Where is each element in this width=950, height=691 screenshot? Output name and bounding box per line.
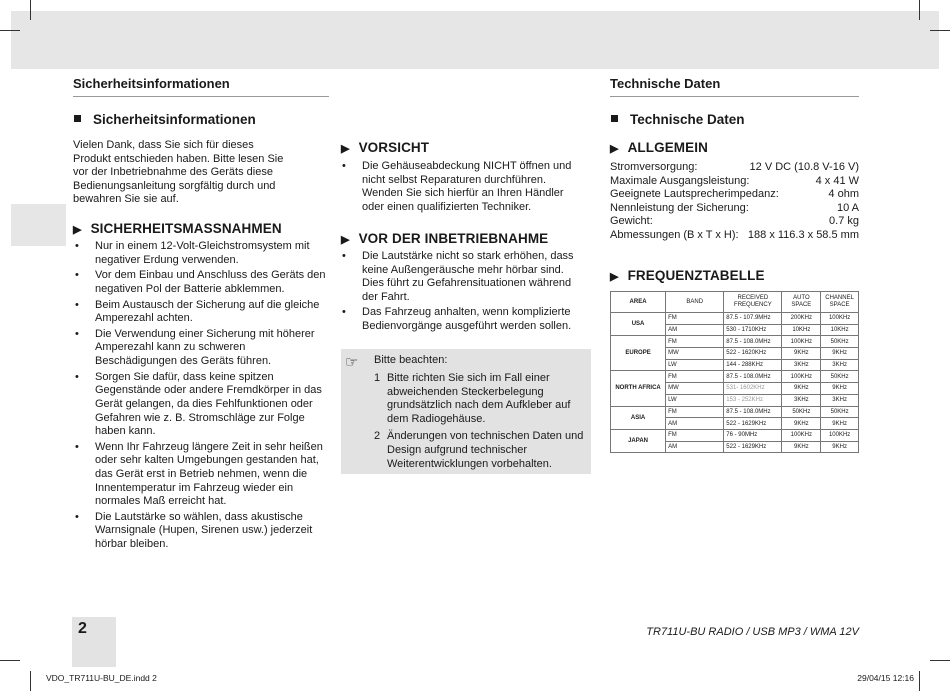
auto-space-cell: 100KHz — [782, 429, 821, 441]
spec-label: Gewicht: — [610, 215, 653, 227]
band-cell: AM — [666, 418, 724, 430]
list-item: • Die Verwendung einer Sicherung mit höherer Amperezahl kann zu schweren Beschädigungen des Geräts führen. — [74, 328, 326, 369]
band-cell: FM — [666, 429, 724, 441]
text-line: Bedienungsanleitung sorgfältig durch und — [73, 179, 276, 192]
section-title-tech — [611, 112, 745, 127]
frequency-cell: 153 - 252KHz — [724, 394, 782, 406]
heading-text: VOR DER INBETRIEBNAHME — [358, 231, 549, 246]
frequency-cell: 522 - 1620KHz — [724, 348, 782, 360]
table-row — [611, 313, 859, 325]
spec-row — [610, 161, 859, 175]
area-cell: JAPAN — [611, 429, 666, 452]
table-row — [611, 429, 859, 441]
frequency-cell: 87.5 - 107.9MHz — [724, 313, 782, 325]
frequency-cell: 87.5 - 108.0MHz — [724, 371, 782, 383]
heading-caution — [341, 140, 429, 155]
note-title: Bitte beachten: — [374, 354, 448, 366]
frequency-cell: 76 - 90MHz — [724, 429, 782, 441]
channel-space-cell: 9KHz — [821, 348, 859, 360]
auto-space-cell: 9KHz — [782, 348, 821, 360]
area-cell: EUROPE — [611, 336, 666, 371]
channel-space-cell: 3KHz — [821, 394, 859, 406]
column-header: AUTO SPACE — [782, 292, 821, 313]
print-slug-file: VDO_TR711U-BU_DE.indd 2 — [46, 673, 157, 683]
list-item: • Die Gehäuseabdeckung NICHT öffnen und nicht selbst Reparaturen durchführen. Wenden Sie sich hierfür an Ihren Händler oder einen qualifizierten Techniker. — [341, 160, 583, 214]
heading-text: VORSICHT — [358, 140, 430, 155]
note-text: Bitte richten Sie sich im Fall einer abweichenden Steckerbelegung grundsätzlich nach dem Aufkleber auf dem Radiogehäuse. — [387, 372, 571, 425]
safety-measures-list — [74, 240, 326, 554]
channel-space-cell: 10KHz — [821, 324, 859, 336]
channel-space-cell: 50KHz — [821, 406, 859, 418]
frequency-cell: 144 - 288KHz — [724, 359, 782, 371]
frequency-cell: 530 - 1710KHz — [724, 324, 782, 336]
band-cell: FM — [666, 371, 724, 383]
spec-label: Nennleistung der Sicherung: — [610, 201, 749, 214]
auto-space-cell: 9KHz — [782, 441, 821, 453]
list-item: • Die Lautstärke nicht so stark erhöhen, dass keine Außengeräusche mehr hörbar sind. Dies führt zu Gefahrensituationen während der Fahrt. — [341, 250, 583, 304]
channel-space-cell: 100KHz — [821, 313, 859, 325]
spec-row — [610, 202, 859, 216]
heading-before-operation — [341, 231, 548, 246]
auto-space-cell: 200KHz — [782, 313, 821, 325]
frequency-cell: 87.5 - 108.0MHz — [724, 336, 782, 348]
band-cell: AM — [666, 441, 724, 453]
band-cell: LW — [666, 394, 724, 406]
page-number: 2 — [78, 620, 87, 637]
note-number: 2 — [374, 430, 381, 443]
section-title-text: Sicherheitsinformationen — [93, 112, 256, 127]
section-title-safety — [74, 112, 256, 127]
auto-space-cell: 3KHz — [782, 394, 821, 406]
header-rule-left — [73, 96, 329, 97]
heading-text: SICHERHEITSMASSNAHMEN — [90, 221, 282, 236]
auto-space-cell: 3KHz — [782, 359, 821, 371]
spec-row — [610, 229, 859, 243]
frequency-table — [610, 291, 859, 453]
band-cell: LW — [666, 359, 724, 371]
area-cell: USA — [611, 313, 666, 336]
spec-row — [610, 175, 859, 189]
spec-value: 4 x 41 W — [815, 174, 859, 187]
side-thumb-tab — [11, 204, 66, 246]
top-color-band — [11, 11, 939, 69]
spec-row — [610, 188, 859, 202]
crop-mark — [930, 30, 950, 31]
spec-label: Maximale Ausgangsleistung: — [610, 174, 750, 187]
triangle-bullet-icon: ▶ — [610, 271, 619, 283]
channel-space-cell: 9KHz — [821, 418, 859, 430]
spec-value: 188 x 116.3 x 58.5 mm — [747, 228, 859, 241]
column-header: CHANNEL SPACE — [821, 292, 859, 313]
spec-value: 4 ohm — [828, 188, 859, 200]
heading-safety-measures — [73, 221, 282, 236]
frequency-cell: 522 - 1629KHz — [724, 441, 782, 453]
band-cell: FM — [666, 313, 724, 325]
triangle-bullet-icon: ▶ — [610, 143, 619, 155]
band-cell: FM — [666, 336, 724, 348]
triangle-bullet-icon: ▶ — [341, 234, 350, 246]
auto-space-cell: 100KHz — [782, 336, 821, 348]
channel-space-cell: 50KHz — [821, 336, 859, 348]
channel-space-cell: 9KHz — [821, 383, 859, 395]
spec-list — [610, 161, 859, 242]
heading-general — [610, 140, 708, 155]
note-text: Änderungen von technischen Daten und Design aufgrund technischer Weiterentwicklungen vorbehalten. — [387, 430, 584, 470]
table-row — [611, 336, 859, 348]
heading-text: FREQUENZTABELLE — [627, 268, 765, 283]
square-bullet-icon — [74, 115, 81, 122]
list-item: • Vor dem Einbau und Anschluss des Geräts den negativen Pol der Batterie abklemmen. — [74, 269, 326, 296]
table-row — [611, 406, 859, 418]
column-header: RECEIVED FREQUENCY — [724, 292, 782, 313]
note-box — [341, 349, 591, 474]
crop-mark — [919, 671, 920, 691]
text-line: Vielen Dank, dass Sie sich für dieses — [73, 139, 254, 151]
auto-space-cell: 50KHz — [782, 406, 821, 418]
area-cell: NORTH AFRICA — [611, 371, 666, 406]
channel-space-cell: 100KHz — [821, 429, 859, 441]
channel-space-cell: 3KHz — [821, 359, 859, 371]
crop-mark — [930, 660, 950, 661]
spec-label: Geeignete Lautsprecherimpedanz: — [610, 188, 779, 200]
frequency-cell: 522 - 1629KHz — [724, 418, 782, 430]
section-title-text: Technische Daten — [630, 112, 745, 127]
auto-space-cell: 10KHz — [782, 324, 821, 336]
band-cell: MW — [666, 348, 724, 360]
caution-list — [341, 160, 583, 216]
intro-paragraph — [73, 139, 323, 207]
spec-value: 10 A — [836, 201, 859, 214]
band-cell: FM — [666, 406, 724, 418]
note-item — [374, 430, 589, 471]
text-line: bewahren Sie sie auf. — [73, 193, 179, 206]
note-item — [374, 372, 589, 426]
spec-label: Abmessungen (B x T x H): — [610, 228, 739, 241]
text-line: Produkt entschieden haben. Bitte lesen Sie — [73, 152, 284, 165]
note-list — [374, 372, 589, 475]
running-header-left: Sicherheitsinformationen — [73, 76, 230, 91]
frequency-cell: 531- 1602KHz — [724, 383, 782, 395]
crop-mark — [0, 30, 20, 31]
pointing-hand-icon: ☞ — [345, 354, 359, 371]
band-cell: MW — [666, 383, 724, 395]
band-cell: AM — [666, 324, 724, 336]
frequency-cell: 87.5 - 108.0MHz — [724, 406, 782, 418]
before-operation-list — [341, 250, 583, 336]
crop-mark — [30, 0, 31, 20]
channel-space-cell: 9KHz — [821, 441, 859, 453]
crop-mark — [919, 0, 920, 20]
square-bullet-icon — [611, 115, 618, 122]
list-item: • Sorgen Sie dafür, dass keine spitzen Gegenstände oder andere Fremdkörper in das Gerät gelangen, da dies Fehlfunktionen oder Gefahren wie z. B. Stromschläge zur Folge haben kann. — [74, 371, 326, 439]
auto-space-cell: 100KHz — [782, 371, 821, 383]
heading-frequency-table — [610, 268, 765, 283]
crop-mark — [30, 671, 31, 691]
spec-label: Stromversorgung: — [610, 161, 698, 173]
crop-mark — [0, 660, 20, 661]
spec-row — [610, 215, 859, 229]
list-item: • Beim Austausch der Sicherung auf die gleiche Amperezahl achten. — [74, 299, 326, 326]
table-row — [611, 371, 859, 383]
footer-model-name: TR711U-BU RADIO / USB MP3 / WMA 12V — [646, 626, 859, 638]
running-header-right: Technische Daten — [610, 76, 721, 91]
column-header: BAND — [666, 292, 724, 313]
auto-space-cell: 9KHz — [782, 418, 821, 430]
list-item: • Das Fahrzeug anhalten, wenn komplizierte Bedienvorgänge ausgeführt werden sollen. — [341, 306, 583, 333]
text-line: vor der Inbetriebnahme des Geräts diese — [73, 166, 273, 179]
area-cell: ASIA — [611, 406, 666, 429]
list-item: • Wenn Ihr Fahrzeug längere Zeit in sehr heißen oder sehr kalten Umgebungen gestanden hat, das Gerät erst in Betrieb nehmen, wenn die Innentemperatur im Fahrzeug wieder ein normales Maß erreicht hat. — [74, 441, 326, 509]
list-item: • Nur in einem 12-Volt-Gleichstromsystem mit negativer Erdung verwenden. — [74, 240, 326, 267]
heading-text: ALLGEMEIN — [627, 140, 708, 155]
list-item: • Die Lautstärke so wählen, dass akustische Warnsignale (Hupen, Sirenen usw.) jederzeit hörbar bleiben. — [74, 511, 326, 552]
table-body — [611, 313, 859, 453]
spec-value: 0.7 kg — [829, 215, 859, 227]
triangle-bullet-icon: ▶ — [341, 143, 350, 155]
channel-space-cell: 50KHz — [821, 371, 859, 383]
header-rule-right — [610, 96, 859, 97]
column-header: AREA — [611, 292, 666, 313]
triangle-bullet-icon: ▶ — [73, 224, 82, 236]
note-number: 1 — [374, 372, 381, 384]
auto-space-cell: 9KHz — [782, 383, 821, 395]
spec-value: 12 V DC (10.8 V-16 V) — [749, 161, 859, 173]
table-header-row — [611, 292, 859, 313]
print-slug-date: 29/04/15 12:16 — [857, 673, 914, 683]
